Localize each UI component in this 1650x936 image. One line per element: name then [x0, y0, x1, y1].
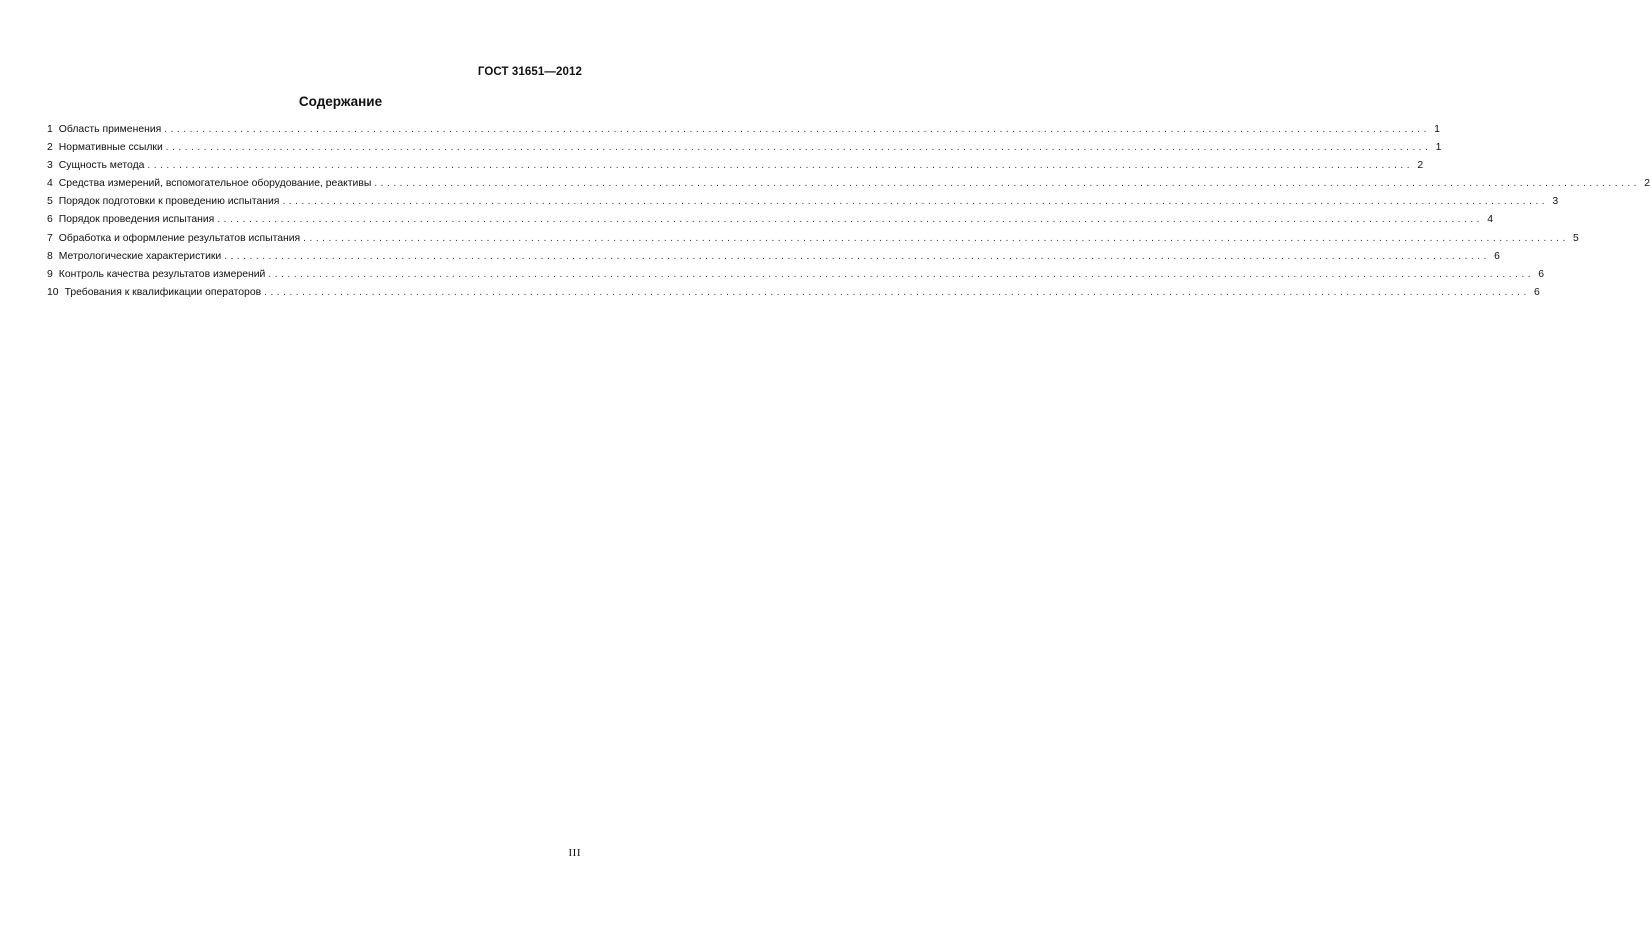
toc-entry-page: 1: [1434, 124, 1440, 135]
toc-entry-number: 6: [47, 214, 53, 226]
toc-entry-title: Метрологические характеристики: [58, 250, 222, 262]
toc-entry-number: 10: [47, 286, 59, 298]
toc-entry-page: 1: [1435, 142, 1442, 154]
table-of-contents: [47, 121, 1650, 302]
toc-entry-number: 4: [47, 178, 53, 190]
dot-leader: ........................................................................................................................................................................................................: [164, 124, 1430, 135]
toc-entry-number: 1: [47, 124, 53, 135]
toc-entry-title: Требования к квалификации операторов: [64, 286, 262, 298]
dot-leader: ........................................................................................................................................................................................................: [282, 196, 1549, 208]
dot-leader: ........................................................................................................................................................................................................: [268, 268, 1535, 280]
toc-entry-title: Порядок проведения испытания: [58, 214, 215, 226]
toc-entry[interactable]: [47, 248, 1500, 266]
toc-entry-page: 2: [1417, 160, 1424, 172]
toc-title: Содержание: [298, 94, 383, 109]
toc-entry-title: Средства измерений, вспомогательное оборудование, реактивы: [58, 178, 372, 190]
toc-entry[interactable]: [47, 175, 1650, 193]
toc-entry[interactable]: [47, 121, 1440, 139]
page-number: III: [568, 847, 581, 859]
toc-entry-page: 6: [1534, 286, 1540, 298]
toc-entry-title: Обработка и оформление результатов испытания: [58, 232, 301, 244]
dot-leader: ........................................................................................................................................................................................................: [224, 250, 1490, 262]
toc-entry-page: 4: [1487, 214, 1493, 226]
toc-entry-number: 7: [47, 232, 53, 244]
toc-entry-number: 9: [47, 268, 53, 280]
toc-entry-title: Нормативные ссылки: [58, 142, 163, 154]
toc-entry-title: Порядок подготовки к проведению испытания: [58, 196, 280, 208]
toc-entry-title: Сущность метода: [58, 160, 145, 172]
dot-leader: ........................................................................................................................................................................................................: [303, 232, 1569, 244]
toc-entry[interactable]: [47, 211, 1493, 229]
toc-entry-page: 2: [1644, 178, 1650, 190]
toc-entry-title: Область применения: [58, 124, 162, 135]
toc-entry-number: 5: [47, 196, 53, 208]
toc-entry-page: 6: [1494, 250, 1500, 262]
toc-entry-number: 3: [47, 160, 53, 172]
toc-entry-number: 2: [47, 142, 53, 154]
dot-leader: ........................................................................................................................................................................................................: [147, 160, 1414, 172]
toc-entry-page: 6: [1538, 268, 1545, 280]
toc-entry[interactable]: [47, 139, 1442, 157]
toc-entry[interactable]: [47, 266, 1545, 284]
dot-leader: ........................................................................................................................................................................................................: [374, 178, 1641, 190]
toc-entry[interactable]: [47, 230, 1579, 248]
toc-entry-page: 3: [1552, 196, 1559, 208]
toc-entry[interactable]: [47, 284, 1540, 302]
dot-leader: ........................................................................................................................................................................................................: [165, 142, 1432, 154]
document-code: ГОСТ 31651—2012: [477, 66, 582, 78]
toc-entry[interactable]: [47, 193, 1559, 211]
toc-entry-title: Контроль качества результатов измерений: [58, 268, 266, 280]
dot-leader: ........................................................................................................................................................................................................: [264, 286, 1530, 298]
toc-entry-number: 8: [47, 250, 53, 262]
toc-entry-page: 5: [1573, 232, 1579, 244]
dot-leader: ........................................................................................................................................................................................................: [217, 214, 1483, 226]
toc-entry[interactable]: [47, 157, 1424, 175]
